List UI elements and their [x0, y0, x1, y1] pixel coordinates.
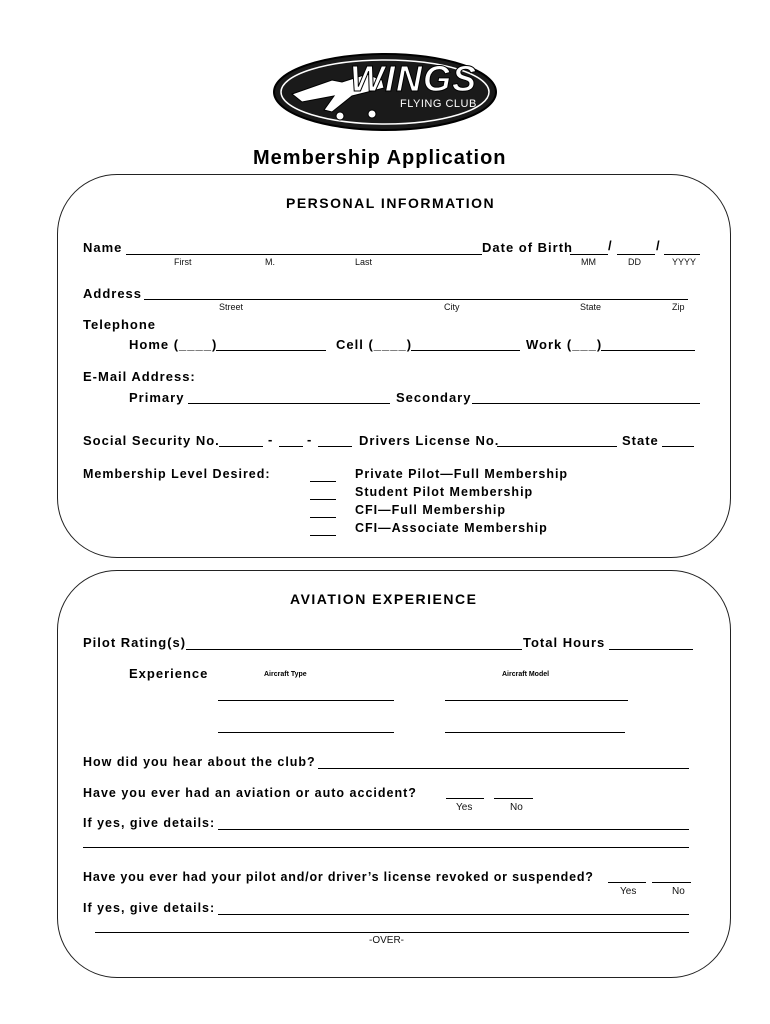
- home-phone-field[interactable]: [216, 350, 326, 351]
- dob-slash-2: /: [656, 238, 661, 253]
- personal-info-heading: PERSONAL INFORMATION: [286, 195, 496, 211]
- ssn-dash-2: -: [307, 432, 313, 447]
- accident-yes-caption: Yes: [456, 802, 473, 813]
- revoked-label: Have you ever had your pilot and/or driver’s license revoked or suspended?: [83, 870, 594, 884]
- aircraft-type-field-1[interactable]: [218, 700, 394, 701]
- revoked-yes-caption: Yes: [620, 886, 637, 897]
- aviation-experience-heading: AVIATION EXPERIENCE: [290, 591, 478, 607]
- name-field[interactable]: [126, 254, 482, 255]
- total-hours-label: Total Hours: [523, 635, 606, 650]
- revoked-yes-field[interactable]: [608, 882, 646, 883]
- address-field[interactable]: [144, 299, 688, 300]
- primary-email-label: Primary: [129, 390, 185, 405]
- drivers-license-label: Drivers License No.: [359, 433, 500, 448]
- revoked-no-caption: No: [672, 886, 685, 897]
- dob-year-field[interactable]: [664, 254, 700, 255]
- name-label: Name: [83, 240, 123, 255]
- hear-about-label: How did you hear about the club?: [83, 755, 316, 769]
- aviation-experience-panel: [57, 570, 731, 978]
- aircraft-model-field-1[interactable]: [445, 700, 628, 701]
- address-street-caption: Street: [219, 302, 244, 312]
- revoked-details-field-2[interactable]: [95, 932, 689, 933]
- level-option-3: CFI—Full Membership: [355, 503, 506, 517]
- logo-tagline: FLYING CLUB: [400, 98, 477, 110]
- accident-label: Have you ever had an aviation or auto accident?: [83, 786, 417, 800]
- pilot-rating-field[interactable]: [186, 649, 522, 650]
- revoked-details-field[interactable]: [218, 914, 689, 915]
- address-label: Address: [83, 286, 143, 301]
- telephone-label: Telephone: [83, 317, 157, 332]
- level-option-2: Student Pilot Membership: [355, 485, 534, 499]
- secondary-email-field[interactable]: [472, 403, 700, 404]
- over-label: -OVER-: [369, 935, 404, 946]
- ssn-dash-1: -: [268, 432, 274, 447]
- pilot-rating-label: Pilot Rating(s): [83, 635, 187, 650]
- aircraft-model-label: Aircraft Model: [502, 671, 550, 678]
- dob-dd-caption: DD: [628, 257, 641, 267]
- address-zip-caption: Zip: [672, 302, 685, 312]
- work-phone-label: Work (___): [526, 337, 603, 352]
- level-check-2[interactable]: [310, 499, 336, 500]
- accident-details-label: If yes, give details:: [83, 816, 216, 830]
- experience-label: Experience: [129, 666, 209, 681]
- primary-email-field[interactable]: [188, 403, 390, 404]
- revoked-no-field[interactable]: [652, 882, 691, 883]
- page-title: Membership Application: [253, 147, 507, 169]
- accident-no-field[interactable]: [494, 798, 533, 799]
- aircraft-model-field-2[interactable]: [445, 732, 625, 733]
- dob-month-field[interactable]: [570, 254, 608, 255]
- address-city-caption: City: [444, 302, 460, 312]
- aircraft-type-field-2[interactable]: [218, 732, 394, 733]
- aircraft-type-label: Aircraft Type: [264, 671, 307, 678]
- cell-phone-label: Cell (____): [336, 337, 413, 352]
- ssn-label: Social Security No.: [83, 433, 220, 448]
- work-phone-field[interactable]: [601, 350, 695, 351]
- ssn-field-1[interactable]: [219, 446, 263, 447]
- hear-about-field[interactable]: [318, 768, 689, 769]
- total-hours-field[interactable]: [609, 649, 693, 650]
- address-state-caption: State: [580, 302, 602, 312]
- revoked-details-label: If yes, give details:: [83, 901, 216, 915]
- name-middle-caption: M.: [265, 257, 275, 267]
- dob-mm-caption: MM: [581, 257, 596, 267]
- accident-yes-field[interactable]: [446, 798, 484, 799]
- accident-details-field-2[interactable]: [83, 847, 689, 848]
- drivers-license-field[interactable]: [497, 446, 617, 447]
- ssn-field-3[interactable]: [318, 446, 352, 447]
- logo-brand: WINGS: [350, 58, 477, 99]
- dob-label: Date of Birth: [482, 240, 573, 255]
- membership-label: Membership Level Desired:: [83, 467, 271, 481]
- dob-day-field[interactable]: [617, 254, 655, 255]
- level-option-4: CFI—Associate Membership: [355, 521, 548, 535]
- state-field[interactable]: [662, 446, 694, 447]
- name-first-caption: First: [174, 257, 192, 267]
- ssn-field-2[interactable]: [279, 446, 303, 447]
- personal-info-panel: [57, 174, 731, 558]
- wings-logo: [272, 52, 498, 132]
- level-option-1: Private Pilot—Full Membership: [355, 467, 569, 481]
- accident-details-field[interactable]: [218, 829, 689, 830]
- level-check-3[interactable]: [310, 517, 336, 518]
- secondary-email-label: Secondary: [396, 390, 472, 405]
- state-label: State: [622, 433, 659, 448]
- email-label: E-Mail Address:: [83, 369, 196, 384]
- level-check-4[interactable]: [310, 535, 336, 536]
- name-last-caption: Last: [355, 257, 373, 267]
- dob-slash-1: /: [608, 238, 613, 253]
- home-phone-label: Home (____): [129, 337, 218, 352]
- accident-no-caption: No: [510, 802, 523, 813]
- level-check-1[interactable]: [310, 481, 336, 482]
- cell-phone-field[interactable]: [411, 350, 520, 351]
- dob-yyyy-caption: YYYY: [672, 257, 697, 267]
